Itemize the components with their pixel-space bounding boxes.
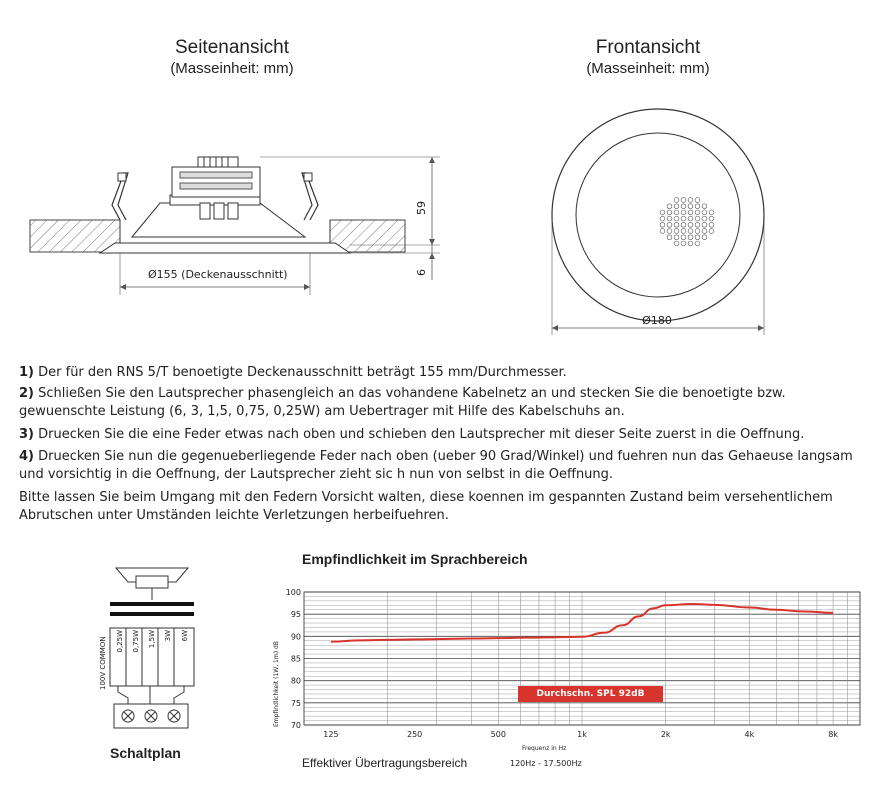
tap-3w: 3W — [164, 630, 172, 642]
x-tick-label: 4k — [744, 730, 755, 739]
side-view-title: Seitenansicht — [174, 37, 290, 58]
grille-hole — [681, 229, 686, 234]
grille-hole — [681, 210, 686, 215]
grille-hole — [681, 204, 686, 209]
grille-hole — [674, 210, 679, 215]
front-view-drawing — [540, 90, 780, 340]
tap-common: 100V COMMON — [99, 636, 107, 690]
grille-hole — [667, 222, 672, 227]
x-tick-label: 250 — [406, 730, 423, 739]
x-axis-label: Frequenz in Hz — [522, 745, 567, 752]
grille-hole — [702, 229, 707, 234]
instruction-3: 3) Druecken Sie die eine Feder etwas nach oben und schieben den Lautsprecher mit dieser Seite zuerst in die Oeffnung. — [19, 427, 805, 442]
grille-hole — [660, 222, 665, 227]
y-tick-label: 90 — [290, 632, 301, 642]
grille-hole — [695, 222, 700, 227]
side-view-subtitle: (Masseinheit: mm) — [170, 60, 294, 77]
grille-hole — [688, 241, 693, 246]
grille-hole — [695, 241, 700, 246]
inner-ring — [576, 133, 740, 297]
grille-hole — [660, 216, 665, 221]
grille-hole — [688, 222, 693, 227]
speaker-magnet — [172, 167, 260, 197]
x-tick-label: 8k — [828, 730, 838, 739]
grille-hole — [667, 204, 672, 209]
grille-hole — [709, 222, 714, 227]
ceiling-slab-left — [30, 220, 120, 252]
instruction-1: 1) Der für den RNS 5/T benoetigte Deckenausschnitt beträgt 155 mm/Durchmesser. — [19, 365, 567, 380]
schematic-label: Schaltplan — [110, 745, 181, 761]
grille-hole — [688, 229, 693, 234]
tap-025w: 0,25W — [116, 630, 124, 653]
grille-hole — [702, 210, 707, 215]
safety-note: Bitte lassen Sie beim Umgang mit den Federn Vorsicht walten, diese koennen im gespannten Zustand beim versehentlichem Abrutschen unter Umständen leichte Verletzungen herbeifuehren. — [19, 490, 833, 523]
front-view-title: Frontansicht — [595, 37, 701, 58]
grille-hole — [667, 235, 672, 240]
grille-hole — [674, 229, 679, 234]
dim-diameter-label: Ø180 — [642, 314, 672, 327]
grille-hole — [688, 198, 693, 203]
grille-hole — [709, 216, 714, 221]
grille-hole — [688, 216, 693, 221]
footer-range: 120Hz - 17.500Hz — [510, 759, 582, 768]
instruction-4: 4) Druecken Sie nun die gegenueberliegende Feder nach oben (ueber 90 Grad/Winkel) und fuehren nun das Gehaeuse langsam und vorsichtig in die Oeffnung, der Lautsprecher zieht sic h nun von selbst in die Oeffnung. — [19, 449, 853, 482]
grille-hole — [702, 204, 707, 209]
grille-hole — [695, 216, 700, 221]
grille-hole — [688, 235, 693, 240]
x-tick-label: 500 — [490, 730, 506, 739]
grille-hole — [695, 235, 700, 240]
grille-hole — [674, 216, 679, 221]
tap-6w: 6W — [181, 630, 189, 642]
y-tick-label: 75 — [290, 698, 301, 708]
grille-hole — [695, 229, 700, 234]
grille-hole — [681, 235, 686, 240]
y-tick-label: 95 — [290, 610, 301, 620]
grille-hole — [660, 229, 665, 234]
tap-15w: 1,5W — [148, 630, 156, 649]
grille-hole — [695, 204, 700, 209]
chart-title: Empfindlichkeit im Sprachbereich — [302, 551, 528, 567]
x-tick-label: 2k — [660, 730, 671, 739]
grille-hole — [674, 198, 679, 203]
sensitivity-chart — [280, 580, 870, 750]
grille-hole — [681, 198, 686, 203]
grille-hole — [702, 216, 707, 221]
grille-hole — [674, 204, 679, 209]
tap-075w: 0,75W — [132, 630, 140, 653]
grille-hole — [674, 235, 679, 240]
grille-hole — [674, 222, 679, 227]
instruction-2: 2) Schließen Sie den Lautsprecher phasengleich an das vohandene Kabelnetz an und stecken Sie die benoetigte bzw. gewuenschte Leistung (6, 3, 1,5, 0,75, 0,25W) am Uebertrager mit Hilfe des Kabelschuhs an. — [19, 386, 786, 419]
y-tick-label: 80 — [290, 676, 301, 686]
dim-height-label: 59 — [415, 201, 428, 215]
x-tick-label: 125 — [323, 730, 339, 739]
grille-hole — [688, 210, 693, 215]
grille-hole — [695, 198, 700, 203]
y-axis-label: Empfindlichkeit (1W, 1m) dB — [273, 641, 280, 727]
grille-hole — [688, 204, 693, 209]
footer-label: Effektiver Übertragungsbereich — [302, 756, 468, 770]
grille-hole — [709, 210, 714, 215]
y-tick-label: 85 — [290, 654, 301, 664]
grille-hole — [667, 216, 672, 221]
grille-hole — [702, 235, 707, 240]
grille-hole — [667, 229, 672, 234]
grille-hole — [709, 229, 714, 234]
grille-hole — [702, 222, 707, 227]
x-tick-label: 1k — [577, 730, 587, 739]
grille-hole — [695, 210, 700, 215]
dim-cutout-label: Ø155 (Deckenausschnitt) — [148, 268, 288, 281]
y-tick-label: 100 — [285, 588, 301, 597]
y-tick-label: 70 — [290, 721, 301, 730]
dim-lip-label: 6 — [415, 269, 428, 276]
grille-hole — [674, 241, 679, 246]
front-view-subtitle: (Masseinheit: mm) — [586, 60, 710, 77]
avg-spl-badge: Durchschn. SPL 92dB — [518, 686, 663, 702]
speaker-bezel — [100, 243, 350, 253]
grille-hole — [681, 216, 686, 221]
grille-hole — [681, 222, 686, 227]
grille-hole — [660, 210, 665, 215]
grille-hole — [667, 210, 672, 215]
grille-hole — [681, 241, 686, 246]
